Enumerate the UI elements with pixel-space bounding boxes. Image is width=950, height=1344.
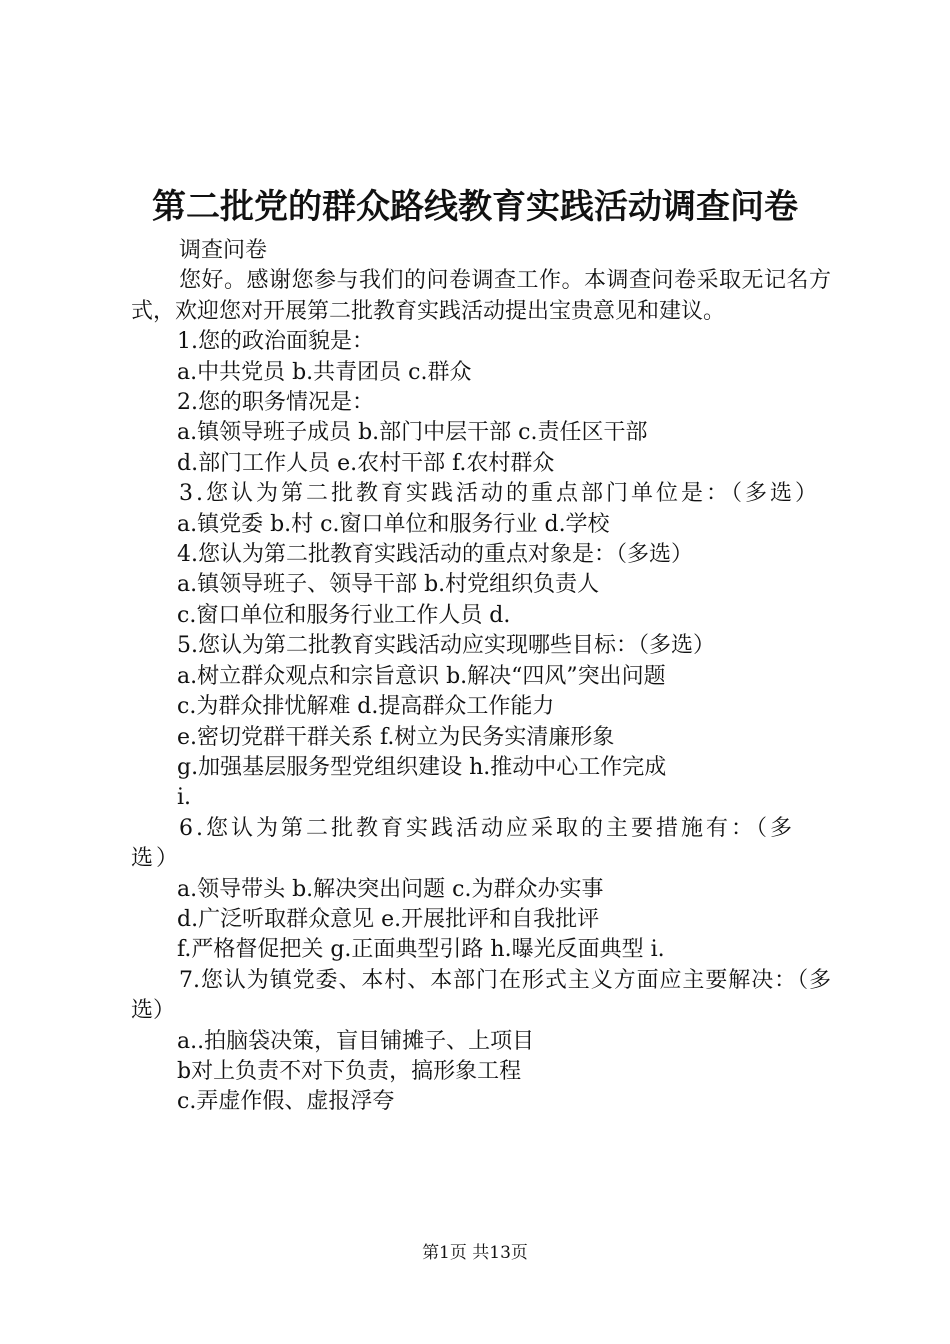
question-3: 3.您认为第二批教育实践活动的重点部门单位是：（多选） — [179, 481, 820, 507]
option-line: d.广泛听取群众意见 e.开展批评和自我批评 — [177, 906, 600, 932]
option-line: a.镇领导班子成员 b.部门中层干部 c.责任区干部 — [177, 420, 648, 446]
option-line: a.镇领导班子、领导干部 b.村党组织负责人 — [177, 572, 600, 598]
option-line: a.中共党员 b.共青团员 c.群众 — [177, 359, 472, 385]
question-line: 4.您认为第二批教育实践活动的重点对象是：（多选） — [177, 542, 693, 568]
option-line: c.为群众排忧解难 d.提高群众工作能力 — [177, 694, 555, 720]
option-line: e.密切党群干群关系 f.树立为民务实清廉形象 — [177, 724, 615, 750]
option-line: c.弄虚作假、虚报浮夸 — [177, 1089, 395, 1115]
option-line: i. — [177, 785, 192, 811]
subtitle: 调查问卷 — [179, 238, 268, 263]
option-line: d.部门工作人员 e.农村干部 f.农村群众 — [177, 450, 555, 476]
option-line: c.窗口单位和服务行业工作人员 d. — [177, 602, 511, 628]
document-body — [131, 236, 831, 1118]
question-7: 7.您认为镇党委、本村、本部门在形式主义方面应主要解决：（多选） — [131, 967, 831, 1024]
page-number: 第1页 共13页 — [422, 1243, 528, 1263]
question-6: 6.您认为第二批教育实践活动应采取的主要措施有：（多选） — [131, 815, 795, 872]
option-line: a.树立群众观点和宗旨意识 b.解决“四风”突出问题 — [177, 663, 666, 689]
question-line: 5.您认为第二批教育实践活动应实现哪些目标：（多选） — [177, 633, 715, 659]
option-line: a..拍脑袋决策，盲目铺摊子、上项目 — [177, 1028, 535, 1054]
question-line: 1.您的政治面貌是： — [177, 329, 374, 355]
option-line: f.严格督促把关 g.正面典型引路 h.曝光反面典型 i. — [177, 937, 665, 963]
option-line: a.领导带头 b.解决突出问题 c.为群众办实事 — [177, 876, 604, 902]
question-line: 2.您的职务情况是： — [177, 390, 374, 416]
intro-paragraph: 您好。感谢您参与我们的问卷调查工作。本调查问卷采取无记名方式，欢迎您对开展第二批教育实践活动提出宝贵意见和建议。 — [131, 268, 831, 324]
option-line: a.镇党委 b.村 c.窗口单位和服务行业 d.学校 — [177, 511, 610, 537]
option-line: b对上负责不对下负责，搞形象工程 — [177, 1058, 522, 1084]
document-title: 第二批党的群众路线教育实践活动调查问卷 — [152, 187, 798, 227]
option-line: g.加强基层服务型党组织建设 h.推动中心工作完成 — [177, 754, 667, 780]
